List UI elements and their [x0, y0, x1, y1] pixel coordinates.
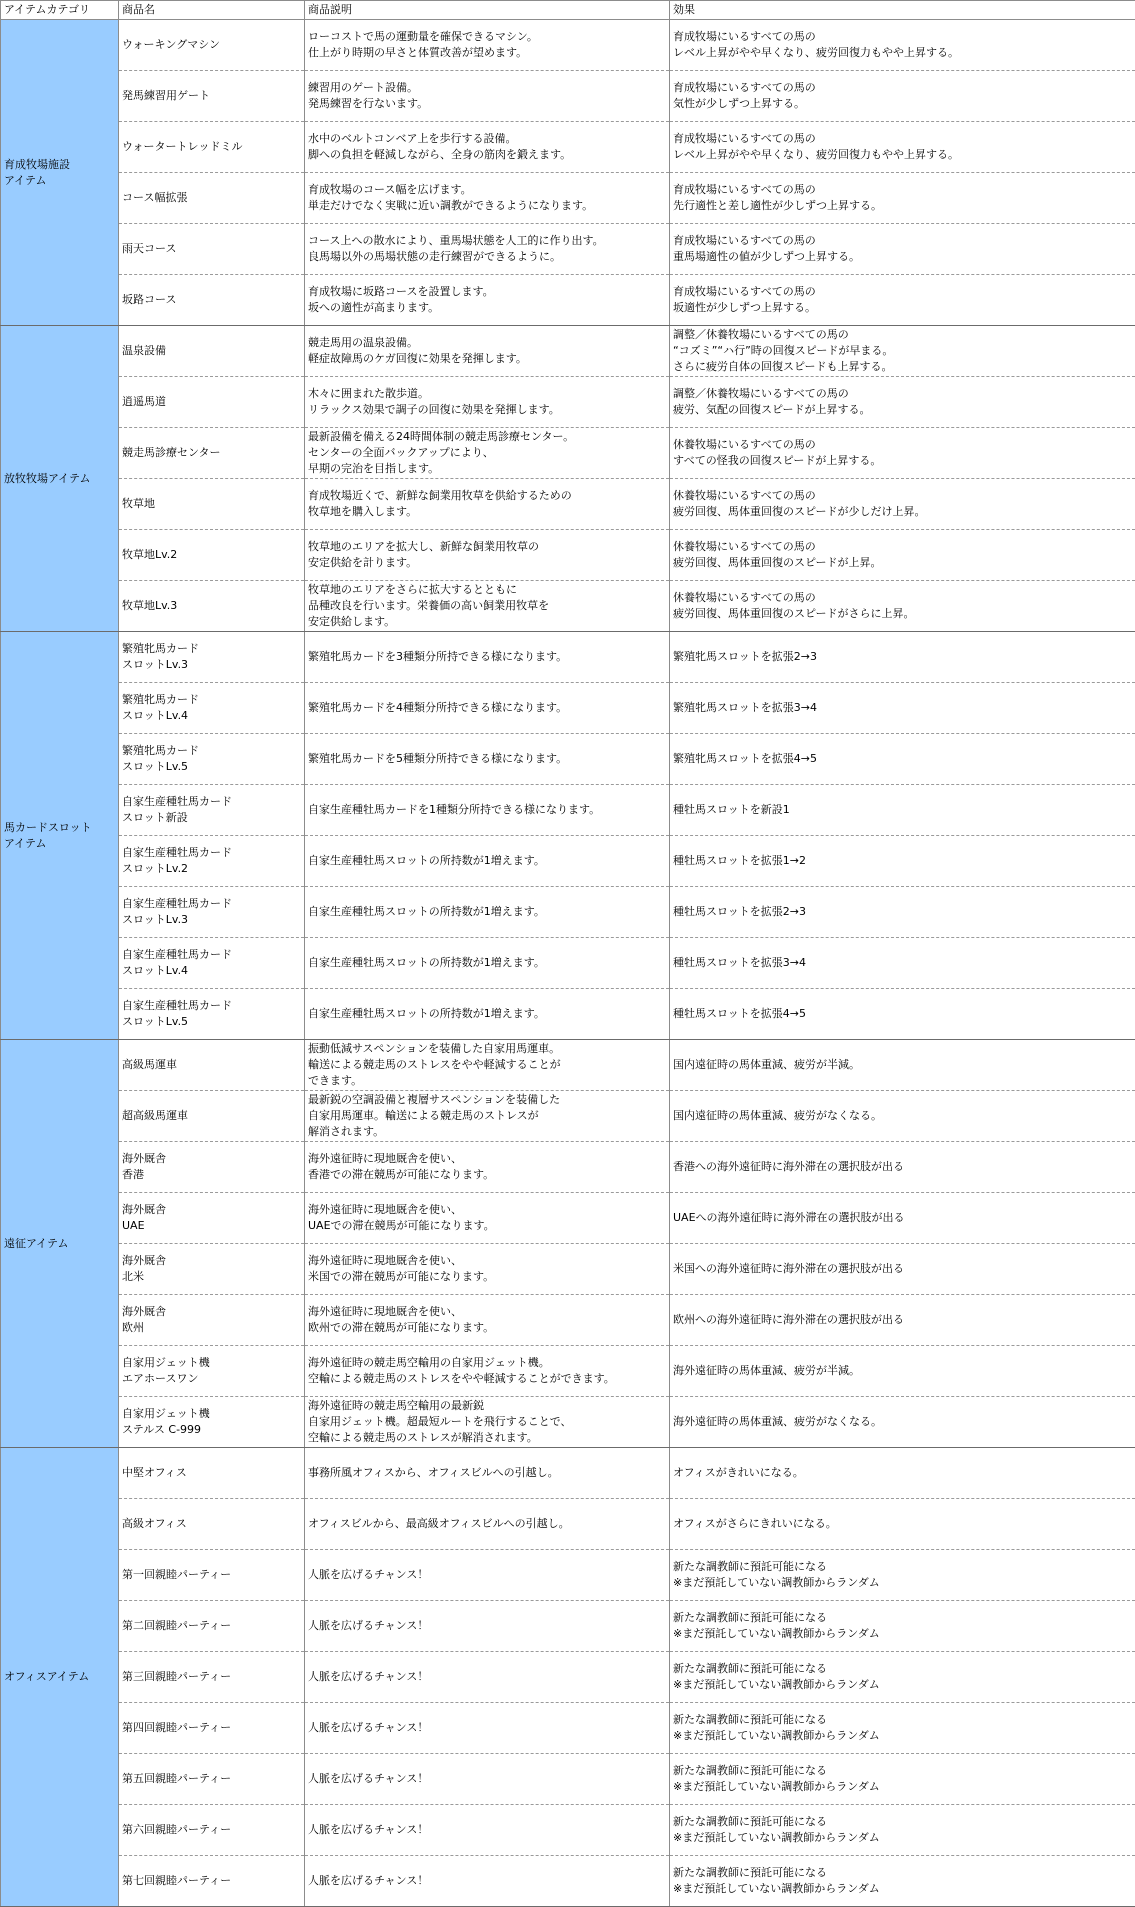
item-description-cell: 自家生産種牡馬スロットの所持数が1増えます。: [305, 836, 670, 887]
item-effect-cell: 育成牧場にいるすべての馬の 気性が少しずつ上昇する。: [670, 71, 1135, 122]
item-effect-cell: オフィスがきれいになる。: [670, 1448, 1135, 1499]
table-row: [1, 1142, 1135, 1193]
item-effect-cell: オフィスがさらにきれいになる。: [670, 1499, 1135, 1550]
category-cell: オフィスアイテム: [1, 1448, 119, 1907]
item-name-cell: 牧草地: [119, 479, 305, 530]
item-description-cell: 海外遠征時に現地厩舎を使い、 UAEでの滞在競馬が可能になります。: [305, 1193, 670, 1244]
item-name-cell: 雨天コース: [119, 224, 305, 275]
item-name-cell: 海外厩舎 欧州: [119, 1295, 305, 1346]
table-row: [1, 1091, 1135, 1142]
item-description-cell: 海外遠征時に現地厩舎を使い、 米国での滞在競馬が可能になります。: [305, 1244, 670, 1295]
table-row: [1, 173, 1135, 224]
item-description-cell: 人脈を広げるチャンス！: [305, 1703, 670, 1754]
item-effect-cell: 新たな調教師に預託可能になる ※まだ預託していない調教師からランダム: [670, 1550, 1135, 1601]
table-row: [1, 734, 1135, 785]
item-description-cell: 繁殖牝馬カードを5種類分所持できる様になります。: [305, 734, 670, 785]
item-effect-cell: 休養牧場にいるすべての馬の 疲労回復、馬体重回復のスピードがさらに上昇。: [670, 581, 1135, 632]
table-row: [1, 1550, 1135, 1601]
item-effect-cell: 種牡馬スロットを拡張1→2: [670, 836, 1135, 887]
item-effect-cell: 新たな調教師に預託可能になる ※まだ預託していない調教師からランダム: [670, 1601, 1135, 1652]
item-effect-cell: 調整／休養牧場にいるすべての馬の “コズミ”“ハ行”時の回復スピードが早まる。 さらに疲労自体の回復スピードも上昇する。: [670, 326, 1135, 377]
table-row: [1, 1754, 1135, 1805]
item-description-cell: 水中のベルトコンベア上を歩行する設備。 脚への負担を軽減しながら、全身の筋肉を鍛えます。: [305, 122, 670, 173]
item-name-cell: 繁殖牝馬カード スロットLv.5: [119, 734, 305, 785]
table-row: [1, 1601, 1135, 1652]
item-effect-cell: 種牡馬スロットを拡張2→3: [670, 887, 1135, 938]
item-name-cell: 海外厩舎 UAE: [119, 1193, 305, 1244]
item-effect-cell: 新たな調教師に預託可能になる ※まだ預託していない調教師からランダム: [670, 1703, 1135, 1754]
item-name-cell: 第四回親睦パーティー: [119, 1703, 305, 1754]
table-row: [1, 224, 1135, 275]
table-row: [1, 938, 1135, 989]
table-row: [1, 1397, 1135, 1448]
header-item-name: 商品名: [119, 1, 305, 20]
header-category: アイテムカテゴリ: [1, 1, 119, 20]
table-row: [1, 71, 1135, 122]
table-row: [1, 1805, 1135, 1856]
item-description-cell: 海外遠征時に現地厩舎を使い、 香港での滞在競馬が可能になります。: [305, 1142, 670, 1193]
table-row: [1, 530, 1135, 581]
item-description-cell: 自家生産種牡馬スロットの所持数が1増えます。: [305, 989, 670, 1040]
item-description-cell: 木々に囲まれた散歩道。 リラックス効果で調子の回復に効果を発揮します。: [305, 377, 670, 428]
table-row: [1, 1499, 1135, 1550]
table-row: [1, 1295, 1135, 1346]
table-row: [1, 1346, 1135, 1397]
item-description-cell: 海外遠征時の競走馬空輸用の最新鋭 自家用ジェット機。超最短ルートを飛行することで、 空輸による競走馬のストレスが解消されます。: [305, 1397, 670, 1448]
item-name-cell: 超高級馬運車: [119, 1091, 305, 1142]
item-effect-cell: 休養牧場にいるすべての馬の 疲労回復、馬体重回復のスピードが上昇。: [670, 530, 1135, 581]
item-name-cell: 海外厩舎 北米: [119, 1244, 305, 1295]
item-name-cell: ウォーキングマシン: [119, 20, 305, 71]
item-effect-cell: 育成牧場にいるすべての馬の 坂適性が少しずつ上昇する。: [670, 275, 1135, 326]
item-description-cell: 振動低減サスペンションを装備した自家用馬運車。 輸送による競走馬のストレスをやや軽減することが できます。: [305, 1040, 670, 1091]
table-row: [1, 1703, 1135, 1754]
item-description-cell: 人脈を広げるチャンス！: [305, 1754, 670, 1805]
item-description-cell: 事務所風オフィスから、オフィスビルへの引越し。: [305, 1448, 670, 1499]
item-description-cell: 人脈を広げるチャンス！: [305, 1601, 670, 1652]
table-body: [1, 20, 1135, 1907]
item-effect-cell: UAEへの海外遠征時に海外滞在の選択肢が出る: [670, 1193, 1135, 1244]
item-description-cell: 自家生産種牡馬スロットの所持数が1増えます。: [305, 938, 670, 989]
item-name-cell: 高級馬運車: [119, 1040, 305, 1091]
item-description-cell: 人脈を広げるチャンス！: [305, 1805, 670, 1856]
item-description-cell: 牧草地のエリアを拡大し、新鮮な飼業用牧草の 安定供給を計ります。: [305, 530, 670, 581]
item-name-cell: 自家生産種牡馬カード スロットLv.3: [119, 887, 305, 938]
category-cell: 馬カードスロット アイテム: [1, 632, 119, 1040]
table-row: [1, 20, 1135, 71]
item-name-cell: 競走馬診療センター: [119, 428, 305, 479]
item-description-cell: 牧草地のエリアをさらに拡大するとともに 品種改良を行います。栄養価の高い飼業用牧草を 安定供給します。: [305, 581, 670, 632]
item-effect-cell: 新たな調教師に預託可能になる ※まだ預託していない調教師からランダム: [670, 1652, 1135, 1703]
item-name-cell: 第七回親睦パーティー: [119, 1856, 305, 1907]
item-description-cell: 繁殖牝馬カードを4種類分所持できる様になります。: [305, 683, 670, 734]
item-description-cell: 最新設備を備える24時間体制の競走馬診療センター。 センターの全面バックアップにより、 早期の完治を目指します。: [305, 428, 670, 479]
item-effect-cell: 国内遠征時の馬体重減、疲労が半減。: [670, 1040, 1135, 1091]
item-description-cell: 育成牧場近くで、新鮮な飼業用牧草を供給するための 牧草地を購入します。: [305, 479, 670, 530]
item-effect-cell: 海外遠征時の馬体重減、疲労が半減。: [670, 1346, 1135, 1397]
table-row: [1, 632, 1135, 683]
table-row: [1, 1448, 1135, 1499]
item-description-cell: 練習用のゲート設備。 発馬練習を行ないます。: [305, 71, 670, 122]
item-description-cell: 人脈を広げるチャンス！: [305, 1550, 670, 1601]
item-name-cell: 自家生産種牡馬カード スロット新設: [119, 785, 305, 836]
item-effect-cell: 繁殖牝馬スロットを拡張3→4: [670, 683, 1135, 734]
item-description-cell: 最新鋭の空調設備と複層サスペンションを装備した 自家用馬運車。輸送による競走馬のストレスが 解消されます。: [305, 1091, 670, 1142]
table-row: [1, 377, 1135, 428]
table-row: [1, 989, 1135, 1040]
item-effect-cell: 休養牧場にいるすべての馬の 疲労回復、馬体重回復のスピードが少しだけ上昇。: [670, 479, 1135, 530]
item-description-cell: 海外遠征時の競走馬空輸用の自家用ジェット機。 空輸による競走馬のストレスをやや軽減することができます。: [305, 1346, 670, 1397]
item-name-cell: 逍遥馬道: [119, 377, 305, 428]
table-row: [1, 581, 1135, 632]
item-name-cell: ウォータートレッドミル: [119, 122, 305, 173]
table-row: [1, 1652, 1135, 1703]
table-row: [1, 785, 1135, 836]
item-name-cell: 自家生産種牡馬カード スロットLv.2: [119, 836, 305, 887]
table-row: [1, 836, 1135, 887]
item-description-cell: オフィスビルから、最高級オフィスビルへの引越し。: [305, 1499, 670, 1550]
table-row: [1, 122, 1135, 173]
item-effect-cell: 種牡馬スロットを拡張3→4: [670, 938, 1135, 989]
category-cell: 放牧牧場アイテム: [1, 326, 119, 632]
table-row: [1, 326, 1135, 377]
item-name-cell: 自家用ジェット機 エアホースワン: [119, 1346, 305, 1397]
item-description-cell: 人脈を広げるチャンス！: [305, 1652, 670, 1703]
table-row: [1, 1244, 1135, 1295]
table-row: [1, 275, 1135, 326]
item-name-cell: 第一回親睦パーティー: [119, 1550, 305, 1601]
item-name-cell: 第二回親睦パーティー: [119, 1601, 305, 1652]
header-effect: 効果: [670, 1, 1135, 20]
item-description-cell: 繁殖牝馬カードを3種類分所持できる様になります。: [305, 632, 670, 683]
item-description-cell: コース上への散水により、重馬場状態を人工的に作り出す。 良馬場以外の馬場状態の走行練習ができるように。: [305, 224, 670, 275]
item-name-cell: 繁殖牝馬カード スロットLv.4: [119, 683, 305, 734]
item-description-cell: 人脈を広げるチャンス！: [305, 1856, 670, 1907]
header-description: 商品説明: [305, 1, 670, 20]
table-row: [1, 1040, 1135, 1091]
item-effect-cell: 米国への海外遠征時に海外滞在の選択肢が出る: [670, 1244, 1135, 1295]
item-name-cell: 坂路コース: [119, 275, 305, 326]
header-row: [1, 1, 1135, 20]
item-name-cell: 海外厩舎 香港: [119, 1142, 305, 1193]
item-name-cell: 第六回親睦パーティー: [119, 1805, 305, 1856]
item-effect-cell: 育成牧場にいるすべての馬の レベル上昇がやや早くなり、疲労回復力もやや上昇する。: [670, 20, 1135, 71]
item-name-cell: 温泉設備: [119, 326, 305, 377]
table-row: [1, 1193, 1135, 1244]
item-effect-cell: 育成牧場にいるすべての馬の 重馬場適性の値が少しずつ上昇する。: [670, 224, 1135, 275]
item-effect-cell: 調整／休養牧場にいるすべての馬の 疲労、気配の回復スピードが上昇する。: [670, 377, 1135, 428]
item-name-cell: 自家生産種牡馬カード スロットLv.5: [119, 989, 305, 1040]
item-description-cell: 海外遠征時に現地厩舎を使い、 欧州での滞在競馬が可能になります。: [305, 1295, 670, 1346]
item-name-cell: 牧草地Lv.2: [119, 530, 305, 581]
item-effect-cell: 種牡馬スロットを拡張4→5: [670, 989, 1135, 1040]
item-name-cell: 高級オフィス: [119, 1499, 305, 1550]
item-effect-cell: 育成牧場にいるすべての馬の 先行適性と差し適性が少しずつ上昇する。: [670, 173, 1135, 224]
item-name-cell: 発馬練習用ゲート: [119, 71, 305, 122]
item-name-cell: 自家用ジェット機 ステルス C-999: [119, 1397, 305, 1448]
item-description-cell: 自家生産種牡馬カードを1種類分所持できる様になります。: [305, 785, 670, 836]
item-description-cell: 自家生産種牡馬スロットの所持数が1増えます。: [305, 887, 670, 938]
item-effect-cell: 育成牧場にいるすべての馬の レベル上昇がやや早くなり、疲労回復力もやや上昇する。: [670, 122, 1135, 173]
item-effect-cell: 種牡馬スロットを新設1: [670, 785, 1135, 836]
item-effect-cell: 新たな調教師に預託可能になる ※まだ預託していない調教師からランダム: [670, 1805, 1135, 1856]
category-cell: 遠征アイテム: [1, 1040, 119, 1448]
item-name-cell: 第五回親睦パーティー: [119, 1754, 305, 1805]
item-effect-cell: 休養牧場にいるすべての馬の すべての怪我の回復スピードが上昇する。: [670, 428, 1135, 479]
item-effect-cell: 新たな調教師に預託可能になる ※まだ預託していない調教師からランダム: [670, 1856, 1135, 1907]
item-description-cell: 育成牧場のコース幅を広げます。 単走だけでなく実戦に近い調教ができるようになります。: [305, 173, 670, 224]
item-name-cell: 第三回親睦パーティー: [119, 1652, 305, 1703]
item-name-cell: コース幅拡張: [119, 173, 305, 224]
item-effect-cell: 海外遠征時の馬体重減、疲労がなくなる。: [670, 1397, 1135, 1448]
item-effect-cell: 繁殖牝馬スロットを拡張2→3: [670, 632, 1135, 683]
item-name-cell: 牧草地Lv.3: [119, 581, 305, 632]
category-cell: 育成牧場施設 アイテム: [1, 20, 119, 326]
item-description-cell: ローコストで馬の運動量を確保できるマシン。 仕上がり時期の早さと体質改善が望めます。: [305, 20, 670, 71]
table-row: [1, 479, 1135, 530]
item-name-cell: 繁殖牝馬カード スロットLv.3: [119, 632, 305, 683]
item-description-cell: 育成牧場に坂路コースを設置します。 坂への適性が高まります。: [305, 275, 670, 326]
item-effect-cell: 国内遠征時の馬体重減、疲労がなくなる。: [670, 1091, 1135, 1142]
table-row: [1, 683, 1135, 734]
item-effect-cell: 欧州への海外遠征時に海外滞在の選択肢が出る: [670, 1295, 1135, 1346]
item-name-cell: 自家生産種牡馬カード スロットLv.4: [119, 938, 305, 989]
item-name-cell: 中堅オフィス: [119, 1448, 305, 1499]
item-effect-cell: 香港への海外遠征時に海外滞在の選択肢が出る: [670, 1142, 1135, 1193]
item-effect-cell: 新たな調教師に預託可能になる ※まだ預託していない調教師からランダム: [670, 1754, 1135, 1805]
table-row: [1, 1856, 1135, 1907]
item-effect-cell: 繁殖牝馬スロットを拡張4→5: [670, 734, 1135, 785]
item-description-cell: 競走馬用の温泉設備。 軽症故障馬のケガ回復に効果を発揮します。: [305, 326, 670, 377]
table-row: [1, 887, 1135, 938]
table-row: [1, 428, 1135, 479]
